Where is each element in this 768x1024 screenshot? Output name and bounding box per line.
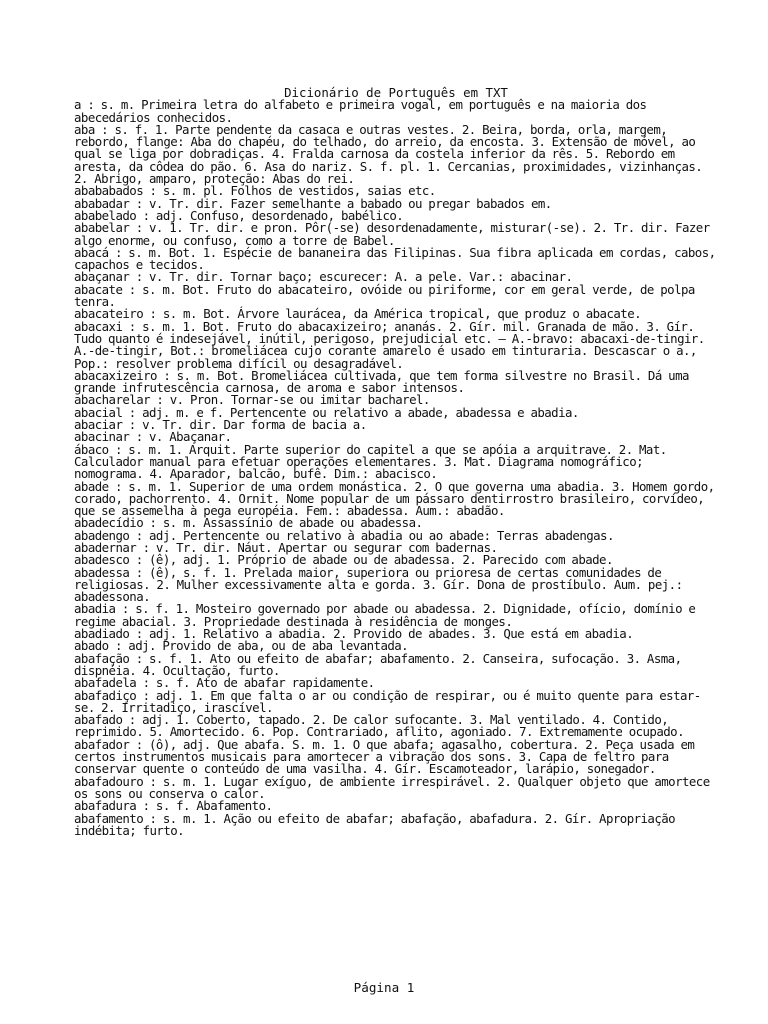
dictionary-entry: a : s. m. Primeira letra do alfabeto e primeira vogal, em português e na maioria dos abecedários conhecidos.	[74, 97, 647, 125]
dictionary-entry: abadia : s. f. 1. Mosteiro governado por abade ou abadessa. 2. Dignidade, ofício, domínio e regime abacial. 3. Propriedade destinada à residência de monges.	[74, 601, 696, 629]
dictionary-entry: abafação : s. f. 1. Ato ou efeito de abafar; abafamento. 2. Canseira, sufocação. 3. Asma, dispnéia. 4. Ocultação, furto.	[74, 650, 682, 678]
dictionary-entry: abade : s. m. 1. Superior de uma ordem monástica. 2. O que governa uma abadia. 3. Homem gordo, corado, pachorrento. 4. Ornit. Nome popular de um pássaro dentirrostro brasileiro, corvídeo, que se assemelha à pega européia. Fem.: abadessa. Aum.: abadão.	[74, 478, 715, 519]
dictionary-entry: abaciar : v. Tr. dir. Dar forma de bacia a.	[74, 417, 367, 433]
dictionary-entry: ababadar : v. Tr. dir. Fazer semelhante a babado ou pregar babados em.	[74, 195, 552, 211]
dictionary-entry: aba : s. f. 1. Parte pendente da casaca e outras vestes. 2. Beira, borda, orla, margem, rebordo, flange: Aba do chapéu, do telhado, do arreio, da encosta. 3. Extensão de móvel, ao qual se liga por dobradiças. 4. Fralda carnosa da costela inferior da rês. 5. Rebordo em aresta, da côdea do pão. 6. Asa do nariz. S. f. pl. 1. Cercanias, proximidades, vizinhanças. 2. Abrigo, amparo, proteção: Abas do rei.	[74, 121, 703, 187]
dictionary-entry: abadesco : (ê), adj. 1. Próprio de abade ou de abadessa. 2. Parecido com abade.	[74, 552, 613, 568]
dictionary-entry: abadessa : (ê), s. f. 1. Prelada maior, superiora ou prioresa de certas comunidades de religiosas. 2. Mulher excessivamente alta e gorda. 3. Gír. Dona de prostíbulo. Aum. pej.: abadessona.	[74, 564, 683, 605]
dictionary-entry: abacaxi : s. m. 1. Bot. Fruto do abacaxizeiro; ananás. 2. Gír. mil. Granada de mão. 3. Gír. Tudo quanto é indesejável, inútil, perigoso, prejudicial etc. — A.-bravo: abacaxi-de-tingir. A.-de-tingir, Bot.: bromeliácea cujo corante amarelo é usado em tinturaria. Descascar o a., Pop.: resolver problema difícil ou desagradável.	[74, 318, 705, 371]
dictionary-entries	[74, 99, 718, 837]
dictionary-entry: abacinar : v. Abaçanar.	[74, 429, 232, 445]
dictionary-entry: abacial : adj. m. e f. Pertencente ou relativo a abade, abadessa e abadia.	[74, 404, 579, 420]
dictionary-entry: abadiado : adj. 1. Relativo a abadia. 2. Provido de abades. 3. Que está em abadia.	[74, 626, 634, 642]
dictionary-entry: abababados : s. m. pl. Folhos de vestidos, saias etc.	[74, 183, 436, 199]
page-number: Página 1	[353, 980, 415, 995]
dictionary-entry: abado : adj. Provido de aba, ou de aba levantada.	[74, 638, 409, 654]
document-page	[74, 87, 718, 837]
dictionary-entry: ababelar : v. 1. Tr. dir. e pron. Pôr(-se) desordenadamente, misturar(-se). 2. Tr. dir. Fazer algo enorme, ou confuso, como a torre de Babel.	[74, 220, 710, 248]
dictionary-entry: abafadiço : adj. 1. Em que falta o ar ou condição de respirar, ou é muito quente para estar-se. 2. Irritadiço, irascível.	[74, 687, 701, 715]
dictionary-entry: abadengo : adj. Pertencente ou relativo à abadia ou ao abade: Terras abadengas.	[74, 527, 614, 543]
dictionary-entry: abafamento : s. m. 1. Ação ou efeito de abafar; abafação, abafadura. 2. Gír. Apropriação indébita; furto.	[74, 810, 676, 838]
dictionary-entry: abacaxizeiro : s. m. Bot. Bromeliácea cultivada, que tem forma silvestre no Brasil. Dá uma grande infrutescência carnosa, de aroma e sabor intensos.	[74, 367, 689, 396]
dictionary-entry: abaçanar : v. Tr. dir. Tornar baço; escurecer: A. a pele. Var.: abacinar.	[74, 269, 573, 285]
dictionary-entry: abacharelar : v. Pron. Tornar-se ou imitar bacharel.	[74, 392, 430, 408]
dictionary-entry: ababelado : adj. Confuso, desordenado, babélico.	[74, 207, 404, 223]
dictionary-entry: abacate : s. m. Bot. Fruto do abacateiro, ovóide ou piriforme, cor em geral verde, de polpa tenra.	[74, 281, 695, 310]
dictionary-entry: abadernar : v. Tr. dir. Náut. Apertar ou segurar com badernas.	[74, 539, 498, 555]
dictionary-entry: abafado : adj. 1. Coberto, tapado. 2. De calor sufocante. 3. Mal ventilado. 4. Contido, reprimido. 5. Amortecido. 6. Pop. Contrariado, aflito, agoniado. 7. Extremamente ocupado.	[74, 712, 684, 740]
dictionary-entry: ábaco : s. m. 1. Arquit. Parte superior do capitel a que se apóia a arquitrave. 2. Mat. Calculador manual para efetuar operações elementares. 3. Mat. Diagrama nomográfico; nomograma. 4. Aparador, balcão, bufê. Dim.: abacisco.	[74, 441, 667, 482]
dictionary-entry: abafadela : s. f. Ato de abafar rapidamente.	[74, 675, 375, 691]
dictionary-entry: abadecídio : s. m. Assassínio de abade ou abadessa.	[74, 515, 423, 531]
dictionary-entry: abafadouro : s. m. 1. Lugar exíguo, de ambiente irrespirável. 2. Qualquer objeto que amortece os sons ou conserva o calor.	[74, 773, 710, 801]
dictionary-entry: abafador : (ô), adj. Que abafa. S. m. 1. O que abafa; agasalho, cobertura. 2. Peça usada em certos instrumentos musicais para amortecer a vibração dos sons. 3. Capa de feltro para conservar quente o conteúdo de uma vasilha. 4. Gír. Escamoteador, larápio, sonegador.	[74, 736, 695, 777]
dictionary-entry: abacá : s. m. Bot. 1. Espécie de bananeira das Filipinas. Sua fibra aplicada em cordas, cabos, capachos e tecidos.	[74, 244, 716, 273]
dictionary-entry: abacateiro : s. m. Bot. Árvore laurácea, da América tropical, que produz o abacate.	[74, 306, 642, 322]
dictionary-entry: abafadura : s. f. Abafamento.	[74, 798, 273, 814]
document-title: Dicionário de Português em TXT	[284, 85, 508, 100]
